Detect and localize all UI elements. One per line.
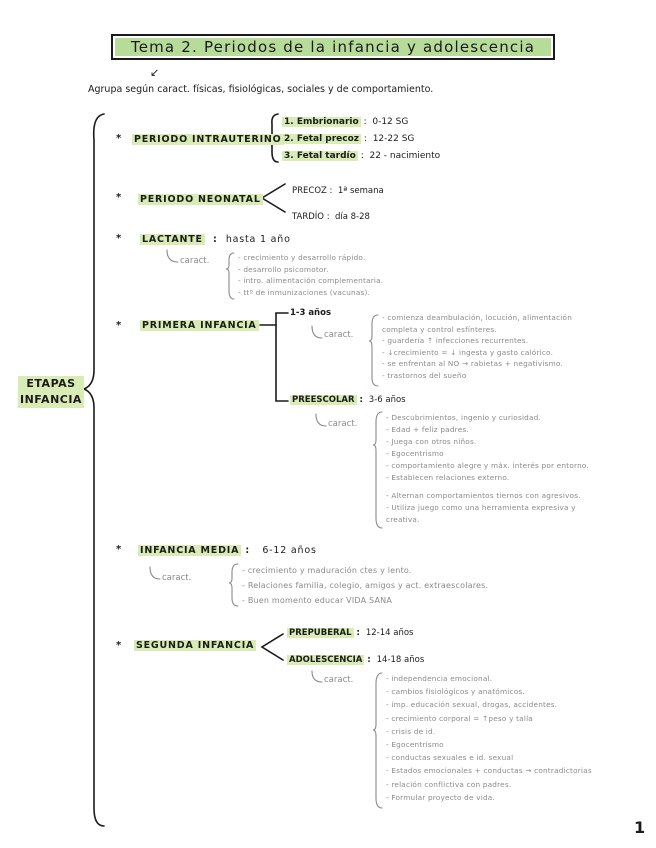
bullet-media: * [116, 544, 122, 555]
caract-item: - ↓crecimiento = ↓ ingesta y gasto calórico. [382, 347, 554, 357]
adolescencia-caract-list [386, 672, 592, 804]
lactante-caract-list [238, 252, 383, 298]
primera-a-caract-label: caract. [324, 330, 354, 340]
caract-item: - se enfrentan al NO → rabietas + negativismo. [382, 359, 563, 368]
caract-item: - Estados emocionales + conductas → contradictorias [386, 766, 592, 776]
caract-item: - Descubrimientos, ingenio y curiosidad. [386, 413, 542, 422]
insert-arrow: ↙ [150, 66, 160, 79]
caract-item: completa y control esfínteres. [382, 324, 497, 334]
preescolar-caract-label: caract. [328, 419, 358, 429]
bullet-primera: * [116, 320, 122, 331]
caract-item: - crecimiento y maduración ctes y lento. [242, 566, 412, 575]
caract-item: - crecimiento corporal = ↑peso y talla [386, 713, 533, 723]
root-label [18, 376, 84, 408]
root-label-line-2: INFANCIA [20, 393, 82, 406]
neonatal-item: PRECOZ : 1ª semana [292, 186, 384, 196]
preescolar-label: PREESCOLAR : 3-6 años [292, 395, 406, 405]
caract-item: - Formular proyecto de vida. [386, 792, 495, 802]
caract-item: - Edad + feliz padres. [386, 425, 469, 434]
adolescencia-caract-label: caract. [324, 675, 354, 685]
media-label: INFANCIA MEDIA : 6-12 años [140, 545, 317, 556]
caract-item: - Relaciones familia, colegio, amigos y act. extraescolares. [242, 581, 489, 590]
intrauterino-item: 2. Fetal precoz : 12-22 SG [284, 134, 415, 144]
caract-item: - ttº de inmunizaciones (vacunas). [238, 287, 371, 297]
caract-item: - Utiliza juego como una herramienta expresiva y [386, 503, 576, 512]
segunda-label: SEGUNDA INFANCIA [136, 640, 255, 651]
bullet-neonatal: * [116, 192, 122, 203]
media-caract-label: caract. [162, 573, 192, 583]
caract-item: - desarrollo psicomotor. [238, 264, 329, 274]
caract-item: - Egocentrismo [386, 740, 444, 750]
adolescencia-label: ADOLESCENCIA : 14-18 años [289, 655, 425, 665]
bullet-intrauterino: * [116, 133, 122, 144]
caract-item: - relación conflictiva con padres. [386, 779, 512, 789]
bullet-lactante: * [116, 233, 122, 244]
media-caract-list [242, 563, 488, 608]
intrauterino-item: 3. Fetal tardío : 22 - nacimiento [284, 151, 441, 161]
intrauterino-items [282, 114, 440, 165]
prepuberal-label: PREPUBERAL : 12-14 años [289, 628, 414, 638]
bullet-segunda: * [116, 640, 122, 651]
neonatal-item: TARDÍO : día 8-28 [292, 212, 370, 222]
caract-item: - imp. educación sexual, drogas, accidentes. [386, 700, 558, 710]
neonatal-label: PERIODO NEONATAL [140, 194, 261, 205]
caract-item: - comienza deambulación, locución, alimentación [382, 313, 573, 322]
intrauterino-item: 1. Embrionario : 0-12 SG [284, 117, 409, 127]
lactante-label: LACTANTE : hasta 1 año [142, 234, 291, 245]
page-number: 1 [634, 818, 646, 837]
caract-item: - conductas sexuales e id. sexual [386, 753, 514, 763]
caract-item: - Establecen relaciones externo. [386, 473, 510, 482]
primera-label: PRIMERA INFANCIA [142, 320, 257, 331]
caract-item: - Alternan comportamientos tiernos con agresivos. [386, 491, 581, 500]
neonatal-items [292, 178, 384, 230]
primera-a-caract-list [382, 312, 572, 381]
lactante-caract-label: caract. [180, 256, 210, 266]
caract-item: - intro. alimentación complementaria. [238, 276, 384, 285]
caract-item: - Egocentrismo [386, 449, 444, 458]
caract-item: - crisis de id. [386, 726, 436, 736]
caract-item: - trastornos del sueño [382, 370, 467, 380]
caract-item: - independencia emocional. [386, 674, 493, 683]
caract-item: - guardería ↑ infecciones recurrentes. [382, 336, 529, 345]
intro-text: Agrupa según caract. físicas, fisiológicas, sociales y de comportamiento. [88, 84, 434, 95]
caract-item: - crecimiento y desarrollo rápido. [238, 253, 366, 262]
root-label-line-1: ETAPAS [18, 376, 84, 392]
caract-item: - Juega con otros niños. [386, 437, 477, 446]
caract-item: - Buen momento educar VIDA SANA [242, 596, 392, 605]
intrauterino-label: PERIODO INTRAUTERINO [134, 134, 282, 145]
preescolar-caract-list [386, 412, 589, 526]
caract-item: - comportamiento alegre y máx. interés por entorno. [386, 461, 589, 470]
page-title: Tema 2. Periodos de la infancia y adolescencia [115, 38, 551, 56]
main-brace [84, 114, 104, 826]
caract-item: creativa. [386, 515, 420, 524]
caract-item: - cambios fisiológicos y anatómicos. [386, 687, 525, 697]
primera-a-label: 1-3 años [290, 308, 332, 318]
